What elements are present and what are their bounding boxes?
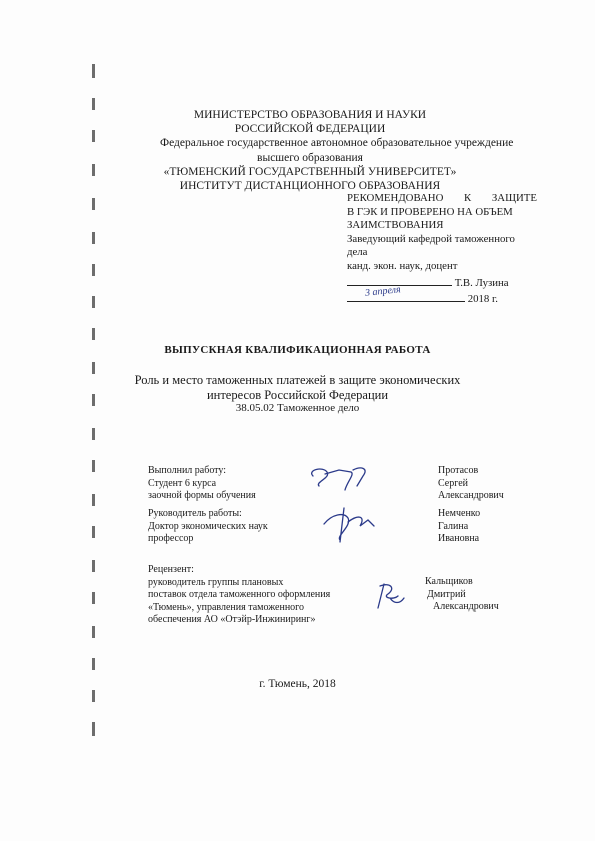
binding-mark xyxy=(92,428,95,440)
student-first-name: Сергей xyxy=(438,477,468,489)
student-patronymic: Александрович xyxy=(438,490,504,501)
binding-mark xyxy=(92,658,95,670)
institution-header xyxy=(160,108,514,193)
reviewer-patronymic: Александрович xyxy=(433,601,499,612)
binding-mark xyxy=(92,460,95,472)
supervisor-role-line: Доктор экономических наук xyxy=(148,520,268,532)
reviewer-surname: Кальщиков xyxy=(425,576,473,587)
student-role-line: заочной формы обучения xyxy=(148,490,256,501)
reviewer-role-line: Рецензент: xyxy=(148,564,194,575)
supervisor-role xyxy=(148,508,268,546)
reviewer-role-line: обеспечения АО «Отэйр-Инжиниринг» xyxy=(148,614,316,625)
approval-line-4: Заведующий кафедрой таможенного xyxy=(347,232,515,245)
work-type-title: ВЫПУСКНАЯ КВАЛИФИКАЦИОННАЯ РАБОТА xyxy=(164,344,431,356)
education-level-line: высшего образования xyxy=(257,151,363,164)
binding-mark xyxy=(92,526,95,538)
approval-date-line xyxy=(347,284,537,307)
specialty-code: 38.05.02 Таможенное дело xyxy=(235,402,360,414)
supervisor-signature xyxy=(318,500,388,545)
university-name: «ТЮМЕНСКИЙ ГОСУДАРСТВЕННЫЙ УНИВЕРСИТЕТ» xyxy=(163,165,457,178)
student-role-line: Студент 6 курса xyxy=(148,477,217,489)
institute-name: ИНСТИТУТ ДИСТАНЦИОННОГО ОБРАЗОВАНИЯ xyxy=(179,180,441,193)
supervisor-name xyxy=(438,508,480,546)
approval-line-2: В ГЭК И ПРОВЕРЕНО НА ОБЪЕМ xyxy=(347,205,513,218)
thesis-topic xyxy=(0,373,595,402)
student-name xyxy=(438,465,504,503)
city-year: г. Тюмень, 2018 xyxy=(259,678,336,690)
approval-line-1: РЕКОМЕНДОВАНО К ЗАЩИТЕ xyxy=(347,192,537,204)
approval-year: 2018 г. xyxy=(467,293,498,306)
supervisor-first-name: Галина xyxy=(438,520,469,532)
approval-line-5: дела xyxy=(347,246,368,259)
handwritten-date: 3 апреля xyxy=(364,284,402,299)
binding-mark xyxy=(92,164,95,176)
supervisor-surname: Немченко xyxy=(438,508,481,519)
binding-mark xyxy=(92,64,95,78)
approval-block xyxy=(347,192,537,307)
binding-mark xyxy=(92,98,95,110)
supervisor-role-line: профессор xyxy=(148,533,194,544)
binding-mark xyxy=(92,626,95,638)
binding-mark xyxy=(92,592,95,604)
reviewer-role-line: «Тюмень», управления таможенного xyxy=(148,601,305,613)
approval-line-6: канд. экон. наук, доцент xyxy=(347,259,458,272)
student-role xyxy=(148,465,256,503)
reviewer-first-name: Дмитрий xyxy=(427,588,466,600)
supervisor-patronymic: Ивановна xyxy=(438,533,480,544)
student-role-line: Выполнил работу: xyxy=(148,465,227,476)
supervisor-role-line: Руководитель работы: xyxy=(148,508,242,519)
reviewer-signature xyxy=(370,578,415,613)
ministry-line-1: МИНИСТЕРСТВО ОБРАЗОВАНИЯ И НАУКИ xyxy=(193,109,427,121)
binding-mark xyxy=(92,130,95,142)
reviewer-role-line: поставок отдела таможенного оформления xyxy=(148,589,331,600)
date-underline xyxy=(347,284,465,302)
student-signature xyxy=(305,460,375,495)
reviewer-name xyxy=(425,576,499,614)
reviewer-role-line: руководитель группы плановых xyxy=(148,576,284,588)
student-surname: Протасов xyxy=(438,465,479,476)
binding-mark xyxy=(92,198,95,210)
binding-mark xyxy=(92,296,95,308)
topic-line-1: Роль и место таможенных платежей в защите экономических xyxy=(134,373,461,387)
topic-line-2: интересов Российской Федерации xyxy=(206,387,389,402)
head-name: Т.В. Лузина xyxy=(454,276,509,289)
binding-mark xyxy=(92,722,95,736)
binding-mark xyxy=(92,690,95,702)
approval-line-3: ЗАИМСТВОВАНИЯ xyxy=(347,219,444,232)
ministry-line-2: РОССИЙСКОЙ ФЕДЕРАЦИИ xyxy=(234,123,386,136)
binding-mark xyxy=(92,328,95,340)
binding-mark xyxy=(92,560,95,572)
binding-mark xyxy=(92,494,95,506)
binding-mark xyxy=(92,264,95,276)
binding-mark xyxy=(92,232,95,244)
reviewer-role xyxy=(148,564,330,627)
institution-type-line: Федеральное государственное автономное образовательное учреждение xyxy=(160,137,514,150)
